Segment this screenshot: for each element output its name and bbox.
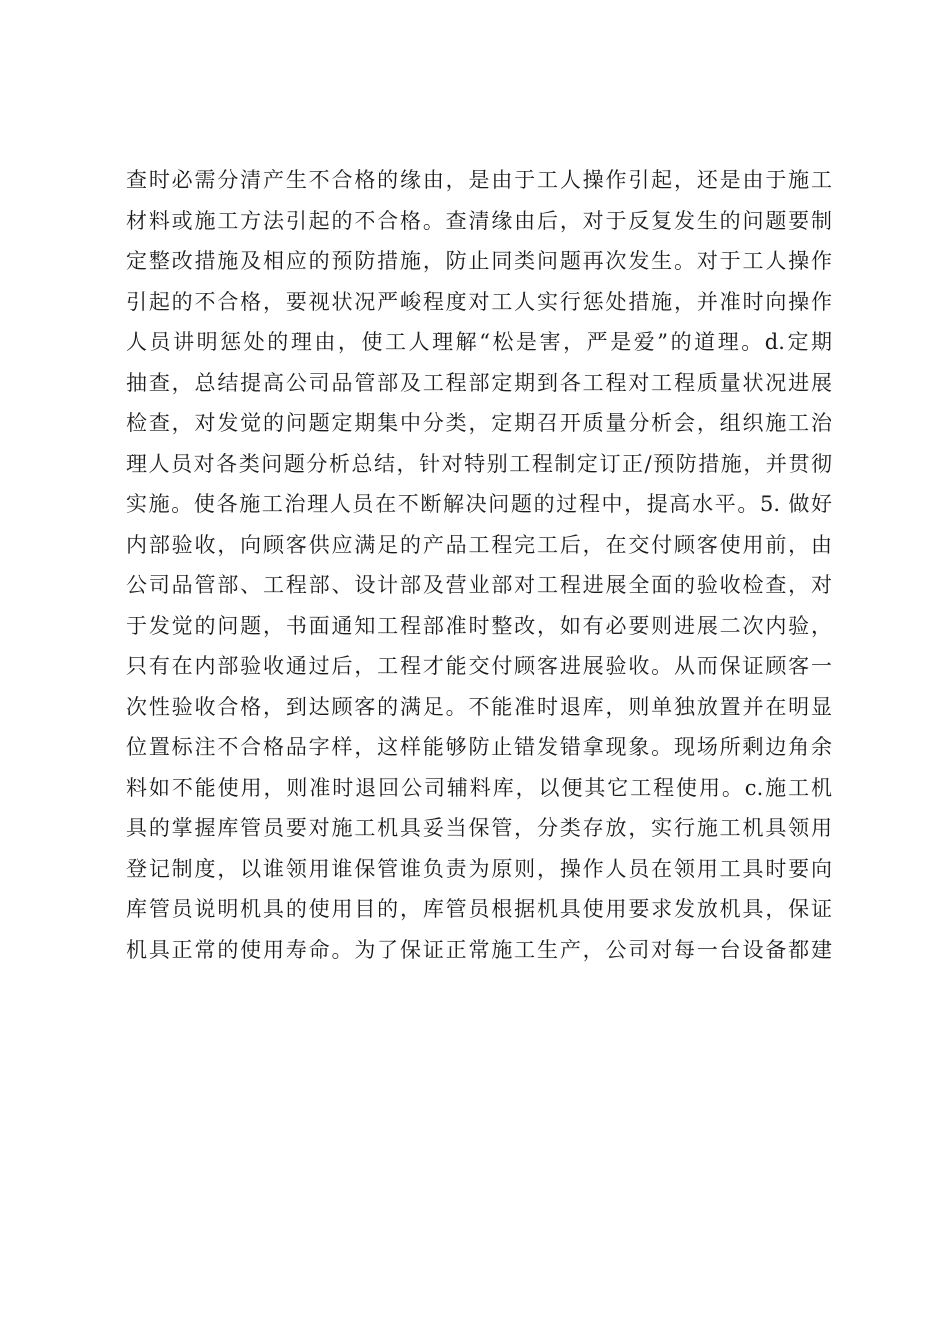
text-line-19: 库管员说明机具的使用目的，库管员根据机具使用要求发放机具，保证: [126, 897, 832, 921]
text-line-9: 实施。使各施工治理人员在不断解决问题的过程中，提高水平。5. 做好: [126, 492, 832, 516]
text-line-18: 登记制度，以谁领用谁保管谁负责为原则，操作人员在领用工具时要向: [126, 856, 832, 881]
text-line-8: 理人员对各类问题分析总结，针对特别工程制定订正/预防措施，并贯彻: [126, 451, 832, 476]
text-line-13: 只有在内部验收通过后，工程才能交付顾客进展验收。从而保证顾客一: [126, 654, 832, 678]
text-line-3: 定整改措施及相应的预防措施，防止同类问题再次发生。对于工人操作: [126, 249, 832, 273]
text-line-6: 抽查，总结提高公司品管部及工程部定期到各工程对工程质量状况进展: [126, 370, 832, 395]
body-text: [126, 160, 832, 970]
text-line-10: 内部验收，向顾客供应满足的产品工程完工后，在交付顾客使用前，由: [126, 532, 832, 557]
text-line-5: 人员讲明惩处的理由，使工人理解“松是害，严是爱”的道理。d.定期: [126, 330, 832, 354]
text-line-15: 位置标注不合格品字样，这样能够防止错发错拿现象。现场所剩边角余: [126, 735, 832, 759]
text-line-4: 引起的不合格，要视状况严峻程度对工人实行惩处措施，并准时向操作: [126, 289, 832, 314]
text-line-20: 机具正常的使用寿命。为了保证正常施工生产，公司对每一台设备都建: [126, 937, 832, 962]
text-line-1: 查时必需分清产生不合格的缘由，是由于工人操作引起，还是由于施工: [126, 168, 832, 192]
text-line-11: 公司品管部、工程部、设计部及营业部对工程进展全面的验收检查，对: [126, 573, 832, 597]
text-line-16: 料如不能使用，则准时退回公司辅料库，以便其它工程使用。c.施工机: [126, 775, 832, 800]
text-line-14: 次性验收合格，到达顾客的满足。不能准时退库，则单独放置并在明显: [126, 694, 832, 719]
text-line-12: 于发觉的问题，书面通知工程部准时整改，如有必要则进展二次内验，: [126, 613, 832, 638]
text-line-2: 材料或施工方法引起的不合格。查清缘由后，对于反复发生的问题要制: [126, 208, 832, 233]
text-line-17: 具的掌握库管员要对施工机具妥当保管，分类存放，实行施工机具领用: [126, 816, 832, 840]
text-line-7: 检查，对发觉的问题定期集中分类，定期召开质量分析会，组织施工治: [126, 411, 832, 435]
